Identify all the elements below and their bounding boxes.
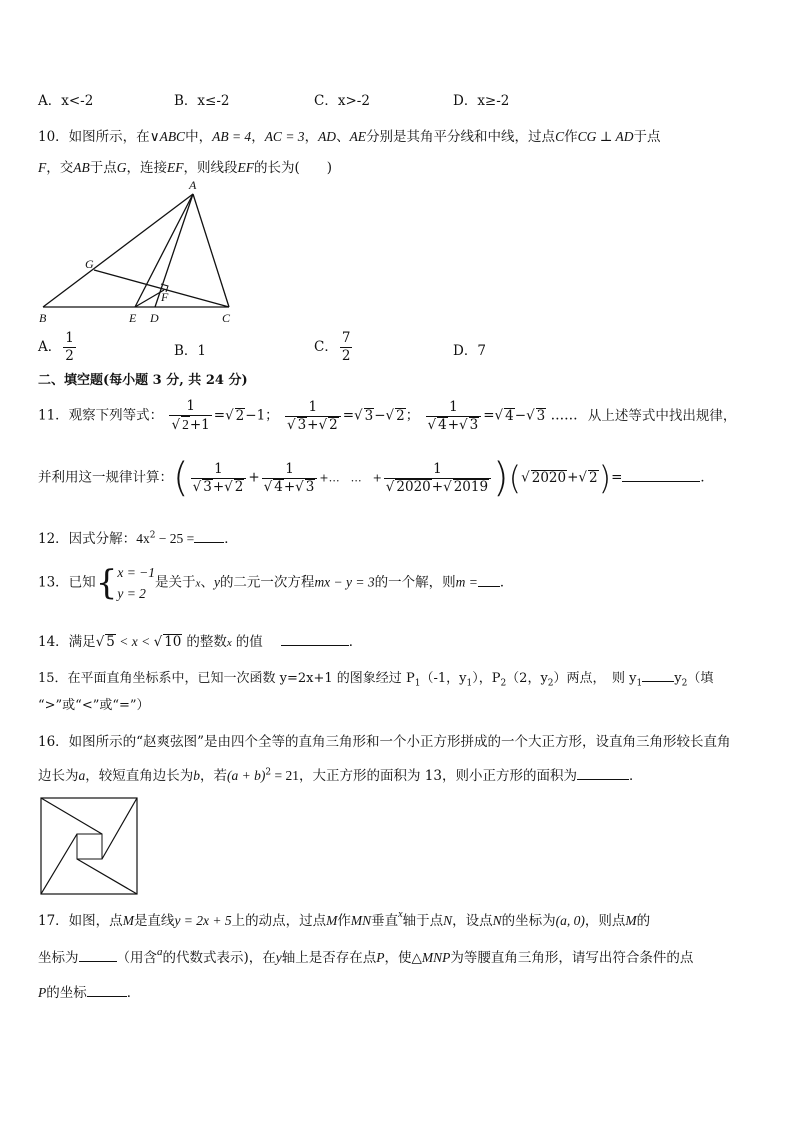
q12-line: 12．因式分解：$4x^2 - 25$ = ．	[38, 530, 238, 547]
q11-line2: 并利用这一规律计算：( $\frac{1}{√ 3+√ 2}$ + $\frac{1}{√ 4+√ 3}$ +… … + $\frac{1}{√ 2020+√ 2019}$ )(√ 2020+√ 2)= ．	[38, 455, 714, 501]
q17-line2: 坐标为 （用含$^a$的代数式表示)，在y轴上是否存在点P，使△MNP为等腰直角三角形，请写出符合条件的点	[38, 946, 694, 966]
q10-line1: 10．如图所示，在∨ABC中，AB = 4，AC = 3，AD、AE分别是其角平分线和中线，过点C作CG ⊥ AD于点	[38, 129, 661, 145]
q14-answer-blank[interactable]	[281, 633, 349, 646]
q17-answer-blank-2[interactable]	[87, 984, 127, 997]
q9-option-c: C．x>-2	[314, 93, 370, 109]
q12-answer-blank[interactable]	[194, 530, 224, 543]
inner-square	[77, 834, 102, 859]
label-d: D	[150, 311, 159, 325]
triangle-edge-3	[77, 859, 137, 894]
q16-line2: 边长为a，较短直角边长为b，若$(a + b)^2 = 21$，大正方形的面积为 13，则小正方形的面积为 ．	[38, 767, 643, 784]
q9-option-d: D．x≥-2	[453, 93, 510, 109]
q14-line: 14．满足√ 5 < x < √ 10 的整数x 的值 ．	[38, 634, 363, 650]
label-c: C	[222, 311, 231, 325]
q15-line1: 15．在平面直角坐标系中，已知一次函数 y=2x+1 的图象经过 $P_1(-1$，$y_1$），$P_2(2$，$y_2$）两点， 则 $y_1$ $y_2$（填	[38, 671, 714, 689]
q16-answer-blank[interactable]	[577, 767, 629, 780]
q9-option-b: B．x≤-2	[174, 93, 230, 109]
q13-answer-blank[interactable]	[478, 574, 500, 587]
label-g: G	[85, 257, 94, 271]
q11-line1: 11．观察下列等式： $\frac{1}{√ 2+1}$ =√ 2−1； $\frac{1}{√ 3+√ 2}$ =√ 3−√ 2； $\frac{1}{√ 4+√ 3}$ =√ 4−√ 3 …… 从上述等式中找出规律，	[38, 398, 737, 433]
q15-answer-blank[interactable]	[642, 669, 674, 682]
q10-option-d: D．7	[453, 343, 486, 359]
q10-option-c: C． $\frac{7}{2}$	[314, 330, 351, 364]
q15-line2: “>”或“<”或“=”）	[38, 698, 150, 713]
q17-line3: P的坐标 ．	[38, 985, 141, 1001]
segment-ac	[193, 194, 229, 307]
outer-square	[41, 798, 137, 894]
q17-answer-blank-1[interactable]	[79, 949, 117, 962]
label-e: E	[129, 311, 137, 325]
q13-line: 13．已知{ x = −1 y = 2 是关于x、y的二元一次方程mx − y = 3的一个解，则m = ．	[38, 563, 514, 603]
triangle-edge-2	[102, 798, 137, 859]
q16-line1: 16．如图所示的“赵爽弦图”是由四个全等的直角三角形和一个小正方形拼成的一个大正方形，设直角三角形较长直角	[38, 734, 731, 750]
q10-option-b: B．1	[174, 343, 207, 359]
label-a: A	[189, 178, 197, 192]
q10-line2: F，交AB于点G，连接EF，则线段EF的长为( )	[38, 160, 333, 176]
triangle-edge-1	[41, 798, 102, 834]
q10-option-a: A． $\frac{1}{2}$	[38, 330, 74, 364]
segment-ba	[43, 194, 193, 307]
q16-zhao-shuang-figure	[40, 797, 140, 897]
q9-option-a: A．x<-2	[38, 93, 94, 109]
triangle-edge-4	[41, 834, 77, 894]
q11-answer-blank[interactable]	[622, 469, 700, 482]
section-header: 二、填空题(每小题 3 分, 共 24 分)	[38, 373, 248, 388]
q10-triangle-figure	[30, 178, 250, 328]
label-f: F	[161, 290, 169, 304]
label-b: B	[39, 311, 47, 325]
q17-line1: 17．如图，点M是直线y = 2x + 5上的动点，过点M作MN垂直$^x$轴于点N，设点N的坐标为(a, 0)，则点M的	[38, 909, 651, 929]
